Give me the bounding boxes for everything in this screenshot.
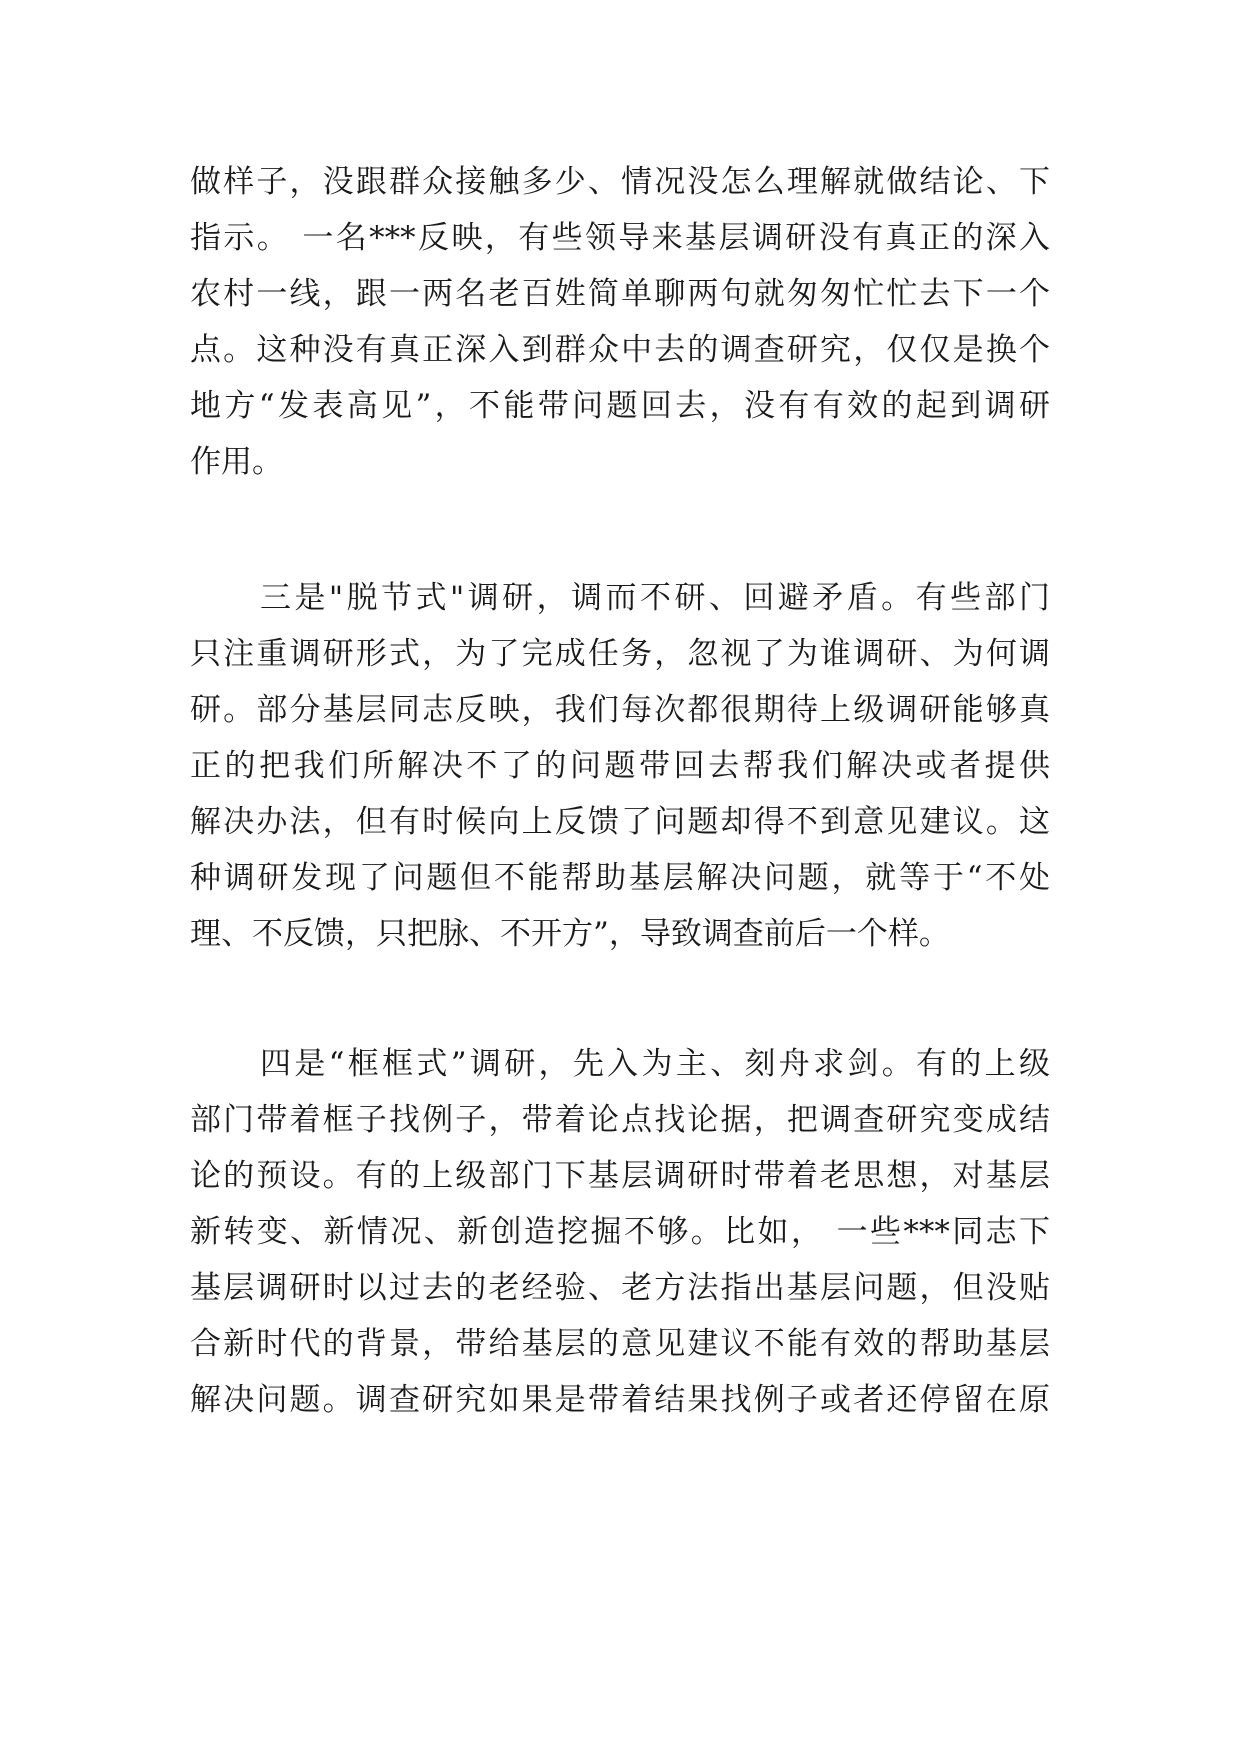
text-line: 新转变、新情况、新创造挖掘不够。比如， 一些***同志下 (190, 1214, 1050, 1250)
text-line: 论的预设。有的上级部门下基层调研时带着老思想，对基层 (190, 1158, 1050, 1194)
text-line: 解决办法，但有时候向上反馈了问题却得不到意见建议。这 (190, 804, 1050, 840)
text-line: 基层调研时以过去的老经验、老方法指出基层问题，但没贴 (190, 1270, 1050, 1306)
text-line: 正的把我们所解决不了的问题带回去帮我们解决或者提供 (190, 748, 1050, 784)
text-line: 地方“发表高见”，不能带问题回去，没有有效的起到调研 (190, 388, 1050, 424)
text-line: 做样子，没跟群众接触多少、情况没怎么理解就做结论、下 (190, 164, 1050, 200)
text-line: 种调研发现了问题但不能帮助基层解决问题，就等于“不处 (190, 860, 1050, 896)
text-line: 三是"脱节式"调研，调而不研、回避矛盾。有些部门 (260, 580, 1050, 616)
text-line: 合新时代的背景，带给基层的意见建议不能有效的帮助基层 (190, 1326, 1050, 1362)
text-line: 只注重调研形式，为了完成任务，忽视了为谁调研、为何调 (190, 636, 1050, 672)
text-line: 作用。 (190, 444, 283, 480)
text-line: 研。部分基层同志反映，我们每次都很期待上级调研能够真 (190, 692, 1050, 728)
text-line: 四是“框框式”调研，先入为主、刻舟求剑。有的上级 (260, 1046, 1050, 1082)
text-line: 点。这种没有真正深入到群众中去的调查研究，仅仅是换个 (190, 332, 1050, 368)
text-line: 部门带着框子找例子，带着论点找论据，把调查研究变成结 (190, 1102, 1050, 1138)
text-line: 指示。 一名***反映，有些领导来基层调研没有真正的深入 (190, 220, 1050, 256)
text-line: 农村一线，跟一两名老百姓简单聊两句就匆匆忙忙去下一个 (190, 276, 1050, 312)
text-line: 理、不反馈，只把脉、不开方”，导致调查前后一个样。 (190, 916, 950, 952)
text-line: 解决问题。调查研究如果是带着结果找例子或者还停留在原 (190, 1382, 1050, 1418)
